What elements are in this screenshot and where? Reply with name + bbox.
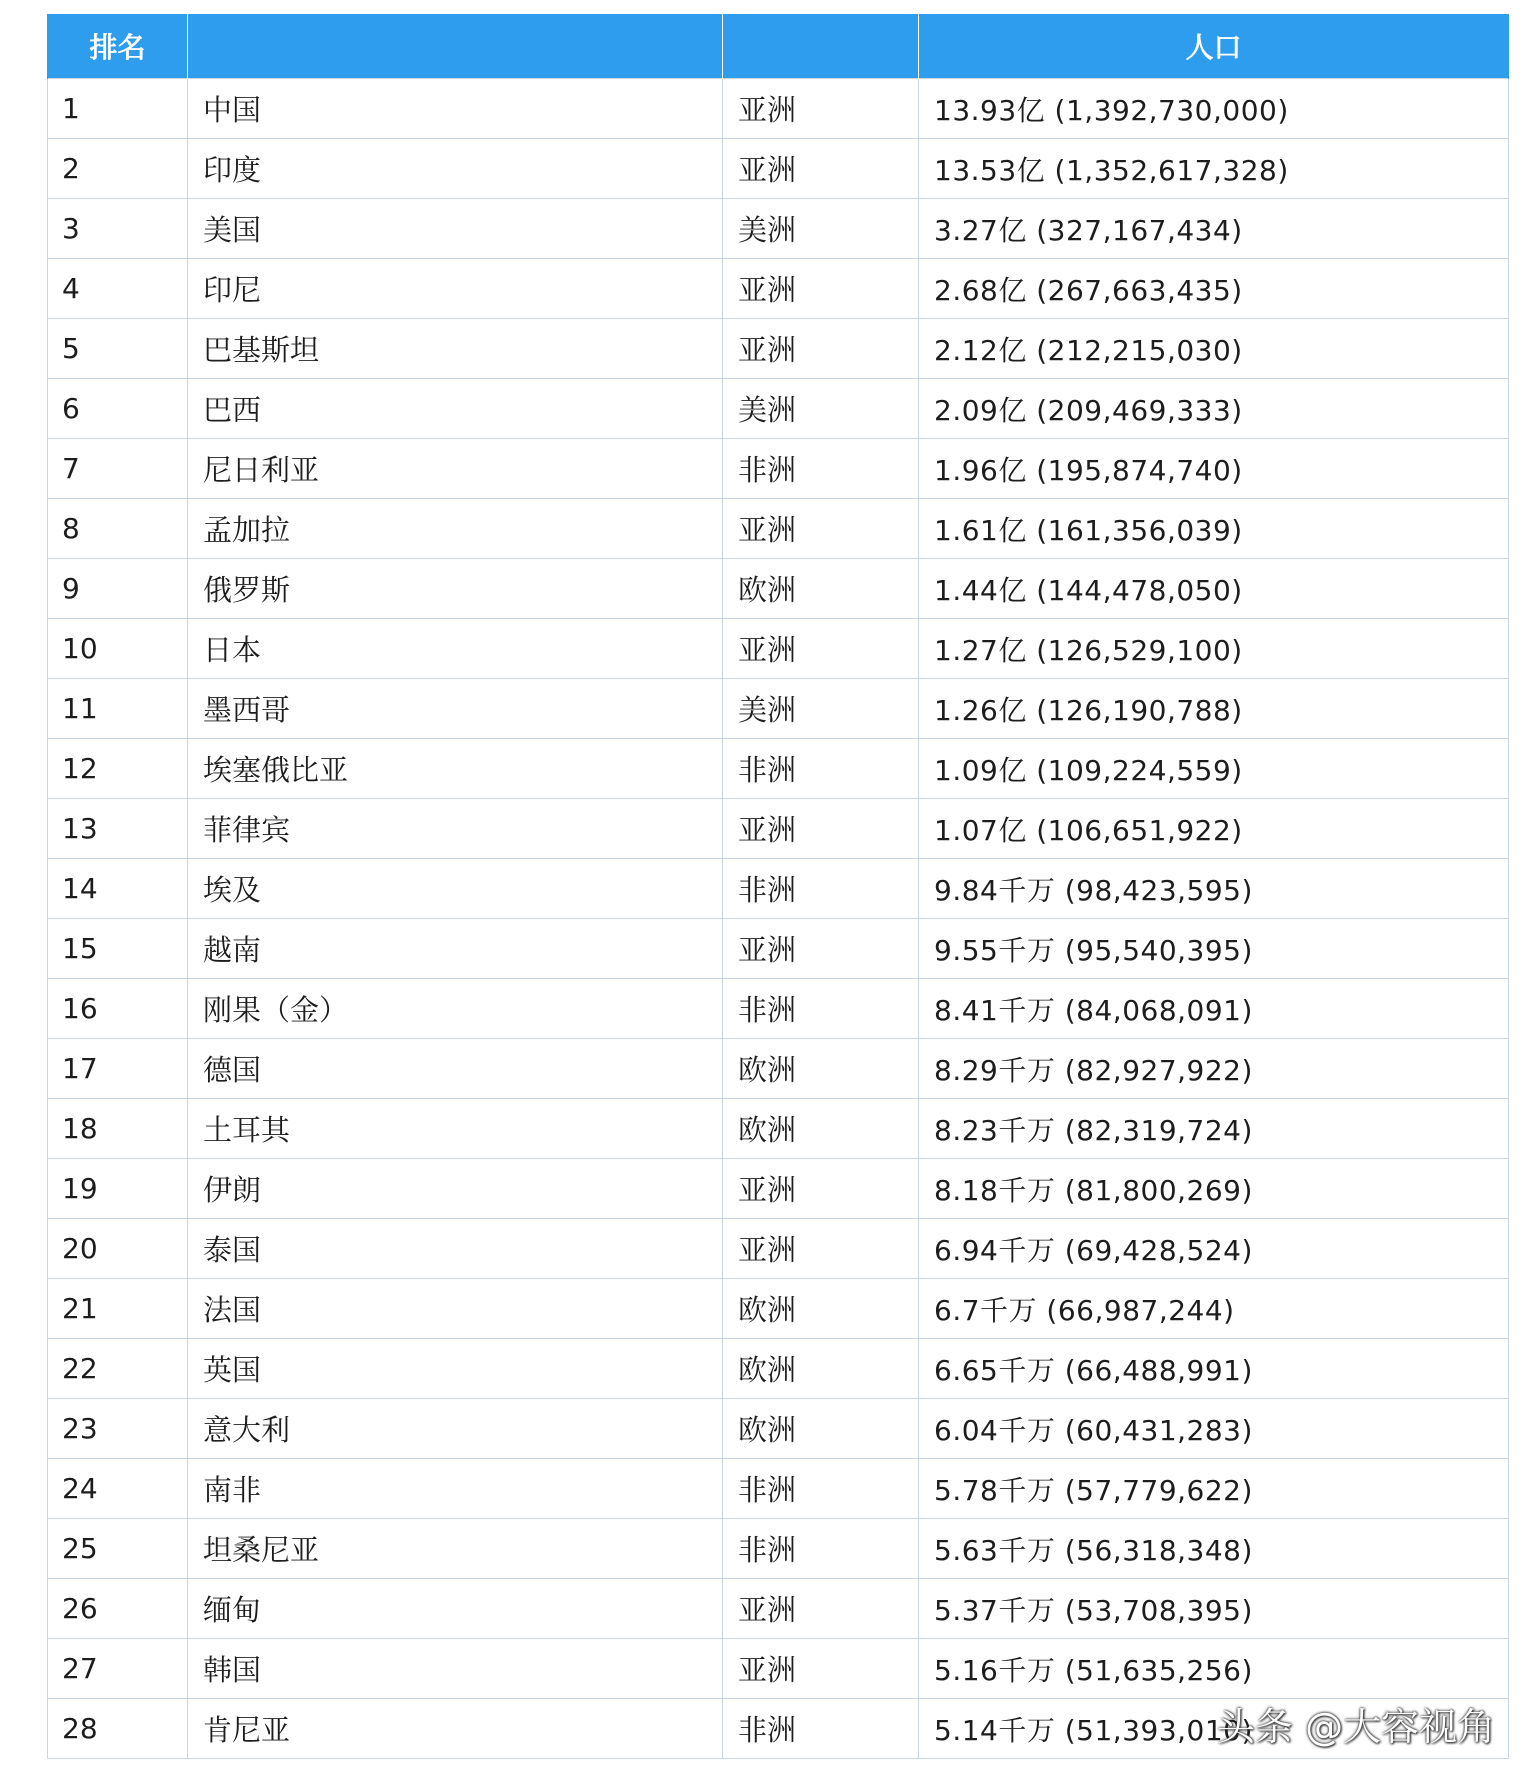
country-cell: 美国 [188, 199, 723, 259]
continent-cell: 欧洲 [723, 1039, 919, 1099]
population-cell: 1.27亿 (126,529,100) [919, 619, 1509, 679]
population-ranking-table [47, 14, 1509, 1759]
rank-cell: 1 [48, 79, 188, 139]
continent-cell: 亚洲 [723, 139, 919, 199]
country-cell: 韩国 [188, 1639, 723, 1699]
population-cell: 3.27亿 (327,167,434) [919, 199, 1509, 259]
rank-cell: 4 [48, 259, 188, 319]
population-cell: 9.55千万 (95,540,395) [919, 919, 1509, 979]
continent-cell: 亚洲 [723, 619, 919, 679]
population-cell: 8.41千万 (84,068,091) [919, 979, 1509, 1039]
population-cell: 5.37千万 (53,708,395) [919, 1579, 1509, 1639]
country-cell: 印尼 [188, 259, 723, 319]
continent-cell: 非洲 [723, 859, 919, 919]
continent-cell: 美洲 [723, 199, 919, 259]
header-rank: 排名 [48, 14, 188, 79]
table-row [48, 619, 1509, 679]
header-continent [723, 14, 919, 79]
continent-cell: 亚洲 [723, 1159, 919, 1219]
population-cell: 2.12亿 (212,215,030) [919, 319, 1509, 379]
country-cell: 埃及 [188, 859, 723, 919]
table-row [48, 79, 1509, 139]
country-cell: 刚果（金） [188, 979, 723, 1039]
rank-cell: 27 [48, 1639, 188, 1699]
continent-cell: 亚洲 [723, 799, 919, 859]
table-row [48, 1459, 1509, 1519]
rank-cell: 20 [48, 1219, 188, 1279]
country-cell: 法国 [188, 1279, 723, 1339]
continent-cell: 非洲 [723, 1519, 919, 1579]
continent-cell: 非洲 [723, 1699, 919, 1759]
rank-cell: 2 [48, 139, 188, 199]
continent-cell: 亚洲 [723, 319, 919, 379]
country-cell: 墨西哥 [188, 679, 723, 739]
continent-cell: 欧洲 [723, 559, 919, 619]
rank-cell: 8 [48, 499, 188, 559]
population-cell: 5.78千万 (57,779,622) [919, 1459, 1509, 1519]
country-cell: 孟加拉 [188, 499, 723, 559]
continent-cell: 美洲 [723, 679, 919, 739]
country-cell: 巴西 [188, 379, 723, 439]
table-row [48, 799, 1509, 859]
country-cell: 德国 [188, 1039, 723, 1099]
rank-cell: 15 [48, 919, 188, 979]
country-cell: 意大利 [188, 1399, 723, 1459]
population-cell: 6.94千万 (69,428,524) [919, 1219, 1509, 1279]
continent-cell: 亚洲 [723, 919, 919, 979]
continent-cell: 欧洲 [723, 1279, 919, 1339]
country-cell: 坦桑尼亚 [188, 1519, 723, 1579]
rank-cell: 11 [48, 679, 188, 739]
country-cell: 泰国 [188, 1219, 723, 1279]
continent-cell: 亚洲 [723, 79, 919, 139]
table-row [48, 739, 1509, 799]
continent-cell: 非洲 [723, 439, 919, 499]
table-row [48, 1159, 1509, 1219]
watermark: 头条 @大容视角 [1217, 1705, 1496, 1749]
header-country [188, 14, 723, 79]
country-cell: 巴基斯坦 [188, 319, 723, 379]
rank-cell: 26 [48, 1579, 188, 1639]
country-cell: 印度 [188, 139, 723, 199]
continent-cell: 欧洲 [723, 1339, 919, 1399]
rank-cell: 5 [48, 319, 188, 379]
population-cell: 6.04千万 (60,431,283) [919, 1399, 1509, 1459]
table-row [48, 1039, 1509, 1099]
rank-cell: 25 [48, 1519, 188, 1579]
rank-cell: 9 [48, 559, 188, 619]
continent-cell: 亚洲 [723, 1639, 919, 1699]
country-cell: 尼日利亚 [188, 439, 723, 499]
table-row [48, 259, 1509, 319]
country-cell: 南非 [188, 1459, 723, 1519]
rank-cell: 28 [48, 1699, 188, 1759]
continent-cell: 美洲 [723, 379, 919, 439]
country-cell: 肯尼亚 [188, 1699, 723, 1759]
population-cell: 1.61亿 (161,356,039) [919, 499, 1509, 559]
rank-cell: 12 [48, 739, 188, 799]
table-row [48, 859, 1509, 919]
table-row [48, 1279, 1509, 1339]
table-row [48, 139, 1509, 199]
population-ranking-table-container [47, 14, 1508, 1759]
table-row [48, 199, 1509, 259]
rank-cell: 6 [48, 379, 188, 439]
population-cell: 1.44亿 (144,478,050) [919, 559, 1509, 619]
continent-cell: 亚洲 [723, 1219, 919, 1279]
rank-cell: 7 [48, 439, 188, 499]
country-cell: 日本 [188, 619, 723, 679]
country-cell: 伊朗 [188, 1159, 723, 1219]
continent-cell: 非洲 [723, 739, 919, 799]
table-row [48, 319, 1509, 379]
table-row [48, 1519, 1509, 1579]
country-cell: 埃塞俄比亚 [188, 739, 723, 799]
country-cell: 俄罗斯 [188, 559, 723, 619]
population-cell: 1.96亿 (195,874,740) [919, 439, 1509, 499]
population-cell: 1.26亿 (126,190,788) [919, 679, 1509, 739]
country-cell: 菲律宾 [188, 799, 723, 859]
rank-cell: 10 [48, 619, 188, 679]
population-cell: 6.65千万 (66,488,991) [919, 1339, 1509, 1399]
table-row [48, 919, 1509, 979]
table-body [48, 79, 1509, 1759]
table-row [48, 1639, 1509, 1699]
table-row [48, 979, 1509, 1039]
rank-cell: 17 [48, 1039, 188, 1099]
table-row [48, 559, 1509, 619]
population-cell: 2.68亿 (267,663,435) [919, 259, 1509, 319]
population-cell: 13.53亿 (1,352,617,328) [919, 139, 1509, 199]
population-cell: 5.14千万 (51,393,010) [919, 1699, 1509, 1759]
table-row [48, 1099, 1509, 1159]
continent-cell: 亚洲 [723, 1579, 919, 1639]
rank-cell: 24 [48, 1459, 188, 1519]
rank-cell: 19 [48, 1159, 188, 1219]
rank-cell: 18 [48, 1099, 188, 1159]
population-cell: 13.93亿 (1,392,730,000) [919, 79, 1509, 139]
table-row [48, 1339, 1509, 1399]
population-cell: 9.84千万 (98,423,595) [919, 859, 1509, 919]
table-row [48, 1579, 1509, 1639]
rank-cell: 21 [48, 1279, 188, 1339]
table-row [48, 499, 1509, 559]
population-cell: 6.7千万 (66,987,244) [919, 1279, 1509, 1339]
population-cell: 2.09亿 (209,469,333) [919, 379, 1509, 439]
table-row [48, 439, 1509, 499]
rank-cell: 3 [48, 199, 188, 259]
table-row [48, 679, 1509, 739]
header-row [48, 14, 1509, 79]
population-cell: 8.29千万 (82,927,922) [919, 1039, 1509, 1099]
table-row [48, 1399, 1509, 1459]
rank-cell: 22 [48, 1339, 188, 1399]
header-population: 人口 [919, 14, 1509, 79]
rank-cell: 16 [48, 979, 188, 1039]
rank-cell: 13 [48, 799, 188, 859]
population-cell: 1.09亿 (109,224,559) [919, 739, 1509, 799]
population-cell: 8.18千万 (81,800,269) [919, 1159, 1509, 1219]
population-cell: 5.16千万 (51,635,256) [919, 1639, 1509, 1699]
country-cell: 土耳其 [188, 1099, 723, 1159]
table-row [48, 1219, 1509, 1279]
country-cell: 越南 [188, 919, 723, 979]
continent-cell: 欧洲 [723, 1399, 919, 1459]
population-cell: 5.63千万 (56,318,348) [919, 1519, 1509, 1579]
table-row [48, 379, 1509, 439]
continent-cell: 亚洲 [723, 259, 919, 319]
population-cell: 1.07亿 (106,651,922) [919, 799, 1509, 859]
continent-cell: 亚洲 [723, 499, 919, 559]
continent-cell: 非洲 [723, 1459, 919, 1519]
continent-cell: 欧洲 [723, 1099, 919, 1159]
rank-cell: 14 [48, 859, 188, 919]
rank-cell: 23 [48, 1399, 188, 1459]
country-cell: 缅甸 [188, 1579, 723, 1639]
table-header [48, 14, 1509, 79]
continent-cell: 非洲 [723, 979, 919, 1039]
country-cell: 英国 [188, 1339, 723, 1399]
country-cell: 中国 [188, 79, 723, 139]
population-cell: 8.23千万 (82,319,724) [919, 1099, 1509, 1159]
